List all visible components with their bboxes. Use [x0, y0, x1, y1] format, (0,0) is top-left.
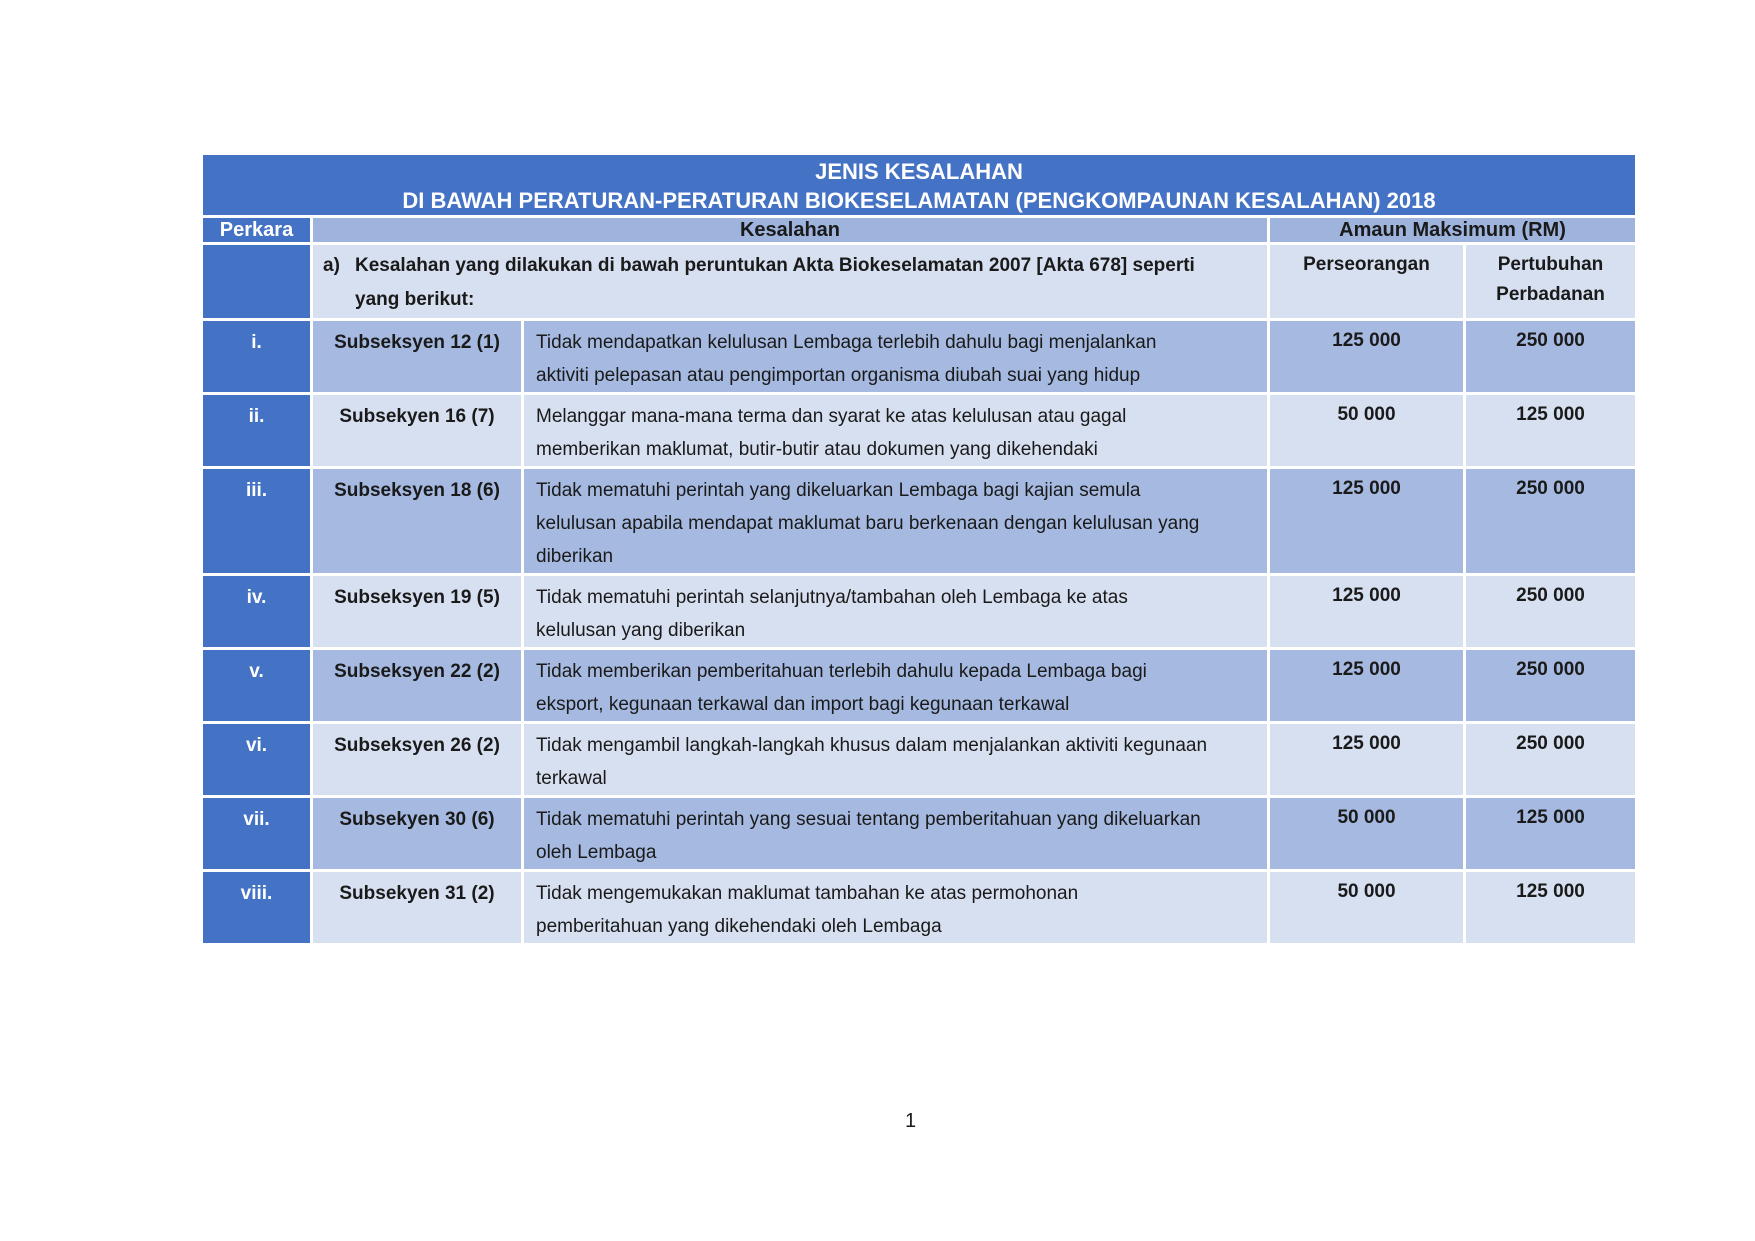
table-row-vi [202, 723, 1637, 797]
amount-perseorangan-cell: 50 000 [1269, 797, 1465, 871]
description-line: oleh Lembaga [536, 842, 657, 863]
row-number-cell: i. [202, 320, 312, 394]
description-line: Tidak memberikan pemberitahuan terlebih dahulu kepada Lembaga bagi [536, 661, 1147, 682]
description-line: diberikan [536, 546, 614, 567]
amount-pertubuhan-cell: 250 000 [1465, 575, 1637, 649]
row-number-cell: vii. [202, 797, 312, 871]
amount-pertubuhan-cell: 125 000 [1465, 871, 1637, 945]
section-cell: Subseksyen 19 (5) [312, 575, 523, 649]
amount-pertubuhan-cell: 250 000 [1465, 723, 1637, 797]
row-number-cell [202, 244, 312, 320]
description-line: Tidak mematuhi perintah selanjutnya/tambahan oleh Lembaga ke atas [536, 587, 1128, 608]
description-line: terkawal [536, 768, 607, 789]
col-header-amaun-maksimum: Amaun Maksimum (RM) [1269, 217, 1637, 244]
description-cell [523, 723, 1269, 797]
section-cell: Subseksyen 12 (1) [312, 320, 523, 394]
description-cell [523, 394, 1269, 468]
section-cell: Subseksyen 26 (2) [312, 723, 523, 797]
description-line: Tidak mengemukakan maklumat tambahan ke atas permohonan [536, 883, 1079, 904]
amount-perseorangan-cell: 125 000 [1269, 468, 1465, 575]
section-cell: Subseksyen 22 (2) [312, 649, 523, 723]
page-number: 1 [905, 1110, 917, 1132]
intro-marker: a) [323, 255, 340, 276]
table-row-viii [202, 871, 1637, 945]
col-header-perkara: Perkara [202, 217, 312, 244]
section-cell: Subsekyen 30 (6) [312, 797, 523, 871]
table-row-v [202, 649, 1637, 723]
row-number-cell: v. [202, 649, 312, 723]
description-cell [523, 320, 1269, 394]
row-number-cell: iii. [202, 468, 312, 575]
amount-perseorangan-cell: 125 000 [1269, 649, 1465, 723]
intro-row [202, 244, 1637, 320]
amount-perseorangan-cell: 50 000 [1269, 871, 1465, 945]
col-header-kesalahan: Kesalahan [312, 217, 1269, 244]
description-line: pemberitahuan yang dikehendaki oleh Lembaga [536, 916, 942, 937]
amount-pertubuhan-cell: 250 000 [1465, 468, 1637, 575]
intro-cell [312, 244, 1269, 320]
description-cell [523, 649, 1269, 723]
table-row-ii [202, 394, 1637, 468]
amount-pertubuhan-cell: 125 000 [1465, 394, 1637, 468]
amount-perseorangan-cell: 125 000 [1269, 723, 1465, 797]
description-line: aktiviti pelepasan atau pengimportan organisma diubah suai yang hidup [536, 365, 1141, 386]
row-number-cell: viii. [202, 871, 312, 945]
description-line: Tidak mengambil langkah-langkah khusus dalam menjalankan aktiviti kegunaan [536, 735, 1208, 756]
section-cell: Subsekyen 31 (2) [312, 871, 523, 945]
description-cell [523, 575, 1269, 649]
section-cell: Subseksyen 18 (6) [312, 468, 523, 575]
intro-text-line-1: Kesalahan yang dilakukan di bawah peruntukan Akta Biokeselamatan 2007 [Akta 678] seperti [355, 255, 1195, 276]
amount-perseorangan-cell: 125 000 [1269, 575, 1465, 649]
table-row-vii [202, 797, 1637, 871]
description-line: eksport, kegunaan terkawal dan import bagi kegunaan terkawal [536, 694, 1070, 715]
description-line: Tidak mendapatkan kelulusan Lembaga terlebih dahulu bagi menjalankan [536, 332, 1157, 353]
row-number-cell: vi. [202, 723, 312, 797]
description-cell [523, 871, 1269, 945]
amount-pertubuhan-cell: 250 000 [1465, 649, 1637, 723]
description-line: Tidak mematuhi perintah yang sesuai tentang pemberitahuan yang dikeluarkan [536, 809, 1201, 830]
table-row-i [202, 320, 1637, 394]
row-number-cell: ii. [202, 394, 312, 468]
table-row-iii [202, 468, 1637, 575]
row-number-cell: iv. [202, 575, 312, 649]
amount-perseorangan-cell: 50 000 [1269, 394, 1465, 468]
amount-pertubuhan-cell: 250 000 [1465, 320, 1637, 394]
intro-text-line-2: yang berikut: [355, 289, 475, 310]
offence-table [200, 152, 1638, 946]
description-line: Tidak mematuhi perintah yang dikeluarkan Lembaga bagi kajian semula [536, 480, 1141, 501]
title-line-1: JENIS KESALAHAN [815, 159, 1023, 184]
description-line: kelulusan yang diberikan [536, 620, 746, 641]
table-row-iv [202, 575, 1637, 649]
amount-pertubuhan-cell: 125 000 [1465, 797, 1637, 871]
description-line: Melanggar mana-mana terma dan syarat ke atas kelulusan atau gagal [536, 406, 1127, 427]
table-title-banner [202, 154, 1637, 217]
description-cell [523, 468, 1269, 575]
col-header-pertubuhan-perbadanan: Pertubuhan Perbadanan [1465, 244, 1637, 320]
amount-perseorangan-cell: 125 000 [1269, 320, 1465, 394]
title-line-2: DI BAWAH PERATURAN-PERATURAN BIOKESELAMATAN (PENGKOMPAUNAN KESALAHAN) 2018 [402, 188, 1436, 213]
col-header-perseorangan: Perseorangan [1269, 244, 1465, 320]
section-cell: Subsekyen 16 (7) [312, 394, 523, 468]
description-line: memberikan maklumat, butir-butir atau dokumen yang dikehendaki [536, 439, 1098, 460]
description-cell [523, 797, 1269, 871]
description-line: kelulusan apabila mendapat maklumat baru berkenaan dengan kelulusan yang [536, 513, 1200, 534]
